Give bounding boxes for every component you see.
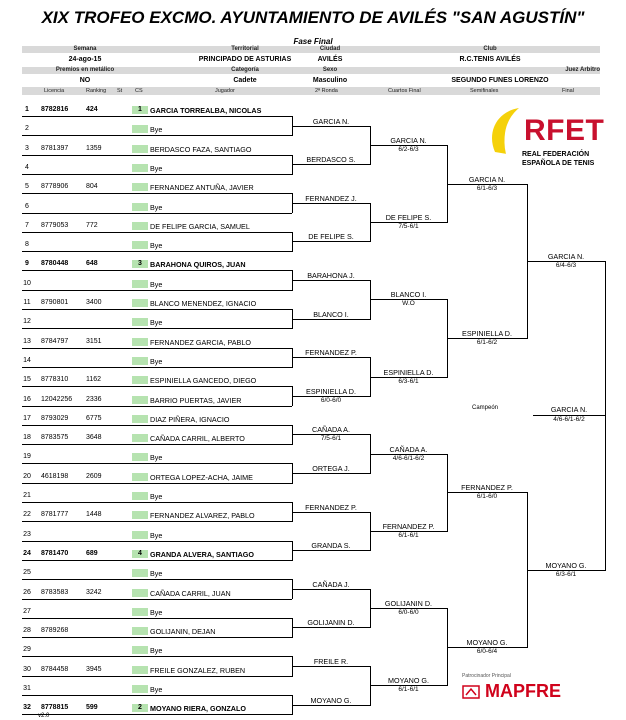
rfet-line1: REAL FEDERACIÓN: [522, 151, 590, 158]
license-number: 8783583: [41, 588, 69, 596]
column-header-bar: [22, 87, 600, 95]
cs-cell: [132, 685, 148, 693]
row-line: [22, 656, 292, 657]
cs-cell: [132, 241, 148, 249]
license-number: 8778906: [41, 183, 69, 191]
col-st: St: [117, 88, 123, 94]
winner-name: MOYANO G.: [545, 560, 587, 570]
ranking-value: 1162: [86, 376, 102, 384]
cs-cell: [132, 608, 148, 616]
row-line: [22, 560, 292, 561]
ranking-value: 3151: [86, 337, 102, 345]
row-number: 2: [25, 125, 29, 133]
row-line: [22, 270, 292, 271]
row-number: 26: [23, 588, 31, 596]
license-number: 8789268: [41, 627, 69, 635]
row-number: 21: [23, 492, 31, 499]
player-name: GRANDA ALVERA, SANTIAGO: [150, 549, 254, 559]
player-name: BARAHONA QUIROS, JUAN: [150, 260, 246, 270]
ranking-value: 6775: [86, 414, 102, 422]
match-score: 6/0-6/4: [476, 647, 498, 655]
row-number: 30: [23, 665, 31, 673]
license-number: 8784797: [41, 337, 69, 345]
row-line: [22, 174, 292, 175]
winner-name: FERNANDEZ P.: [305, 348, 357, 358]
cs-cell: [132, 453, 148, 461]
winner-name: CAÑADA A.: [312, 425, 350, 435]
winner-line: [292, 550, 370, 551]
winner-name: ESPINIELLA D.: [462, 328, 512, 338]
winner-name: FERNANDEZ P.: [461, 483, 513, 493]
winner-name: ESPINIELLA D.: [306, 386, 356, 396]
row-number: 8: [25, 241, 29, 249]
winner-name: DE FELIPE S.: [385, 213, 432, 223]
row-line: [22, 232, 292, 233]
cs-cell: [132, 164, 148, 172]
player-name: CAÑADA CARRIL, ALBERTO: [150, 434, 245, 444]
cs-cell: [132, 569, 148, 577]
row-line: [22, 425, 292, 426]
club-value: R.C.TENIS AVILÉS: [459, 56, 521, 63]
winner-line: [292, 512, 370, 513]
col-player: Jugador: [215, 88, 235, 94]
row-number: 1: [25, 106, 29, 113]
cs-cell: [132, 338, 148, 346]
license-number: 8781777: [41, 511, 69, 519]
ranking-value: 3945: [86, 665, 102, 673]
cs-cell: [132, 627, 148, 635]
winner-line: [292, 164, 370, 165]
row-line: [22, 483, 292, 484]
match-score: 6/1-6/1: [398, 531, 419, 539]
match-score: 6/3-6/1: [555, 570, 577, 578]
row-line: [22, 116, 292, 117]
match-score: 6/1-6/2: [476, 338, 498, 346]
ranking-value: 3648: [86, 434, 102, 442]
match-score: 4/6-6/1-6/2: [392, 454, 425, 462]
player-name: Bye: [150, 163, 163, 173]
winner-line: [292, 357, 370, 358]
ranking-value: 599: [86, 704, 98, 712]
winner-name: FERNANDEZ P.: [382, 521, 435, 531]
cs-cell: [132, 396, 148, 404]
champion-score: 4/6-6/1-6/2: [553, 416, 585, 423]
referee-value: SEGUNDO FUNES LORENZO: [451, 77, 549, 84]
player-name: Bye: [150, 318, 163, 328]
row-line: [22, 676, 292, 677]
winner-line: [292, 203, 370, 204]
row-line: [22, 637, 292, 638]
winner-name: ESPINIELLA D.: [383, 367, 434, 377]
player-name: DIAZ PIÑERA, IGNACIO: [150, 414, 230, 424]
row-line: [22, 463, 292, 464]
winner-line: [292, 126, 370, 127]
row-number: 27: [23, 607, 31, 615]
player-name: ORTEGA LOPEZ-ACHA, JAIME: [150, 472, 253, 482]
winner-name: BERDASCO S.: [306, 155, 356, 165]
cs-cell: [132, 299, 148, 307]
cs-cell: [132, 646, 148, 654]
seed-number: 1: [138, 106, 142, 113]
row-line: [22, 348, 292, 349]
winner-name: MOYANO G.: [388, 676, 429, 686]
sponsor-label: Patrocinador Principal: [462, 673, 511, 679]
winner-name: BLANCO I.: [390, 290, 427, 300]
winner-name: ORTEGA J.: [312, 464, 350, 474]
player-name: Bye: [150, 279, 163, 289]
player-name: Bye: [150, 356, 163, 366]
winner-name: GOLIJANIN D.: [307, 618, 355, 628]
col-cs: CS: [135, 88, 143, 94]
winner-line: [292, 241, 370, 242]
player-name: Bye: [150, 569, 163, 579]
col-semifinal: Semifinales: [470, 88, 499, 94]
club-label: Club: [483, 46, 497, 52]
player-name: Bye: [150, 125, 163, 135]
rfet-line2: ESPAÑOLA DE TENIS: [522, 160, 595, 167]
license-number: 8781470: [41, 549, 69, 557]
license-number: 8778815: [41, 704, 69, 712]
cs-cell: [132, 511, 148, 519]
license-number: 8780448: [41, 260, 69, 268]
prize-label: Premios en metálico: [55, 67, 115, 73]
row-number: 14: [23, 356, 31, 364]
row-number: 20: [23, 472, 31, 480]
player-name: Bye: [150, 492, 163, 501]
license-number: 8784458: [41, 665, 69, 673]
row-line: [22, 599, 292, 600]
row-number: 24: [23, 549, 31, 557]
license-number: 4618198: [41, 472, 69, 480]
row-number: 12: [23, 318, 31, 326]
winner-name: CAÑADA J.: [312, 579, 350, 589]
row-line: [22, 328, 292, 329]
ranking-value: 804: [86, 183, 98, 191]
cs-cell: [132, 589, 148, 597]
ranking-value: 3242: [86, 588, 102, 596]
player-name: Bye: [150, 646, 163, 656]
row-number: 5: [25, 183, 29, 191]
cs-cell: [132, 222, 148, 230]
player-name: CAÑADA CARRIL, JUAN: [150, 588, 231, 598]
player-name: MOYANO RIERA, GONZALO: [150, 704, 246, 714]
seed-number: 2: [138, 704, 142, 712]
cs-cell: [132, 183, 148, 191]
col-license: Licencia: [44, 88, 65, 94]
row-number: 10: [23, 279, 31, 287]
match-score: 6/4-6/3: [555, 261, 577, 269]
player-name: Bye: [150, 202, 163, 212]
ranking-value: 2336: [86, 395, 102, 403]
winner-line: [292, 627, 370, 628]
row-number: 32: [23, 704, 31, 712]
cs-cell: [132, 145, 148, 153]
match-score: 6/1-6/1: [398, 686, 419, 694]
license-number: 8782816: [41, 106, 69, 113]
player-name: Bye: [150, 453, 163, 463]
winner-name: MOYANO G.: [466, 637, 508, 647]
ranking-value: 648: [86, 260, 98, 268]
winner-name: GARCIA N.: [468, 174, 506, 184]
winner-name: GARCIA N.: [390, 135, 427, 145]
row-number: 13: [23, 337, 31, 345]
mapfre-logo: MAPFRE: [485, 681, 561, 701]
row-number: 25: [23, 569, 31, 577]
winner-name: GARCIA N.: [547, 251, 585, 261]
match-score: 6/3-6/1: [398, 377, 419, 385]
row-number: 23: [23, 530, 31, 538]
winner-line: [292, 666, 370, 667]
row-line: [22, 521, 292, 522]
winner-name: BARAHONA J.: [307, 271, 355, 281]
winner-line: [292, 705, 370, 706]
row-number: 3: [25, 144, 29, 152]
winner-name: GOLIJANIN D.: [384, 599, 433, 609]
match-score: 6/1-6/3: [476, 184, 498, 192]
row-line: [22, 695, 292, 696]
final-connector: [605, 261, 606, 571]
match-score: 6/0-6/0: [398, 609, 419, 617]
row-line: [22, 714, 292, 715]
cs-cell: [132, 492, 148, 500]
player-name: BARRIO PUERTAS, JAVIER: [150, 395, 242, 405]
winner-name: GRANDA S.: [311, 541, 351, 551]
license-number: 8793029: [41, 414, 69, 422]
winner-name: FREILE R.: [313, 657, 349, 667]
player-name: ESPINIELLA GANCEDO, DIEGO: [150, 376, 257, 386]
ranking-value: 772: [86, 221, 98, 229]
row-line: [22, 193, 292, 194]
license-number: 8779053: [41, 221, 69, 229]
cs-cell: [132, 125, 148, 133]
cs-cell: [132, 203, 148, 211]
row-number: 15: [23, 376, 31, 384]
row-number: 18: [23, 434, 31, 442]
winner-name: GARCIA N.: [312, 116, 350, 126]
row-line: [22, 135, 292, 136]
winner-line: [292, 319, 370, 320]
row-line: [22, 213, 292, 214]
player-name: BERDASCO FAZA, SANTIAGO: [150, 144, 252, 154]
prize-value: NO: [79, 77, 91, 84]
row-line: [22, 309, 292, 310]
row-number: 4: [25, 163, 29, 171]
category-label: Categoría: [231, 67, 259, 73]
match-score: 7/5-6/1: [320, 435, 342, 443]
player-name: FERNANDEZ GARCIA, PABLO: [150, 337, 251, 347]
ranking-value: 1448: [86, 511, 102, 519]
week-value: 24-ago-15: [68, 56, 102, 63]
cs-cell: [132, 318, 148, 326]
row-line: [22, 386, 292, 387]
row-number: 31: [23, 685, 31, 692]
player-name: FERNANDEZ ANTUÑA, JAVIER: [150, 183, 254, 193]
version-footer: v2.0: [38, 713, 50, 719]
referee-label: Juez Arbitro: [565, 67, 600, 73]
row-line: [22, 579, 292, 580]
seed-number: 3: [138, 260, 142, 268]
row-line: [22, 502, 292, 503]
license-number: 12042256: [41, 395, 73, 403]
cs-cell: [132, 666, 148, 674]
license-number: 8783575: [41, 434, 69, 442]
match-score: 6/0-6/0: [320, 396, 342, 404]
player-name: Bye: [150, 530, 163, 540]
ranking-value: 1359: [86, 144, 102, 152]
col-round2: 2ª Ronda: [315, 88, 338, 94]
row-line: [22, 251, 292, 252]
row-line: [22, 290, 292, 291]
ranking-value: 424: [86, 106, 98, 113]
winner-name: FERNANDEZ P.: [305, 502, 357, 512]
player-name: DE FELIPE GARCIA, SAMUEL: [150, 221, 250, 231]
row-line: [22, 541, 292, 542]
winner-line: [292, 473, 370, 474]
winner-name: MOYANO G.: [310, 695, 352, 705]
rfet-logo: RFET: [524, 114, 605, 147]
phase-subtitle: Fase Final: [293, 37, 333, 46]
cs-cell: [132, 473, 148, 481]
territorial-label: Territorial: [231, 46, 259, 52]
match-score: 6/1-6/0: [476, 493, 498, 501]
cs-cell: [132, 280, 148, 288]
row-number: 19: [23, 453, 31, 461]
cs-cell: [132, 376, 148, 384]
player-name: GARCIA TORREALBA, NICOLAS: [150, 106, 262, 115]
col-ranking: Ranking: [86, 88, 107, 94]
winner-name: CAÑADA A.: [389, 444, 428, 454]
player-name: GOLIJANIN, DEJAN: [150, 627, 216, 637]
sex-label: Sexo: [322, 67, 338, 73]
row-number: 11: [23, 299, 31, 306]
row-line: [22, 406, 292, 407]
mapfre-mark-icon: [462, 684, 480, 700]
category-value: Cadete: [233, 77, 257, 84]
license-number: 8781397: [41, 144, 69, 152]
winner-name: DE FELIPE S.: [308, 232, 354, 242]
license-number: 8778310: [41, 376, 69, 384]
sex-value: Masculino: [312, 77, 348, 84]
col-final: Final: [562, 88, 574, 94]
cs-cell: [132, 357, 148, 365]
row-number: 28: [23, 627, 31, 635]
seed-number: 4: [138, 549, 142, 557]
territorial-value: PRINCIPADO DE ASTURIAS: [198, 56, 292, 63]
row-line: [22, 618, 292, 619]
player-name: FERNANDEZ ALVAREZ, PABLO: [150, 511, 255, 521]
row-number: 22: [23, 511, 31, 519]
player-name: BLANCO MENENDEZ, IGNACIO: [150, 299, 257, 308]
match-score: 7/5-6/1: [398, 223, 419, 231]
week-label: Semana: [73, 46, 97, 52]
winner-line: [292, 280, 370, 281]
col-quarterfinal: Cuartos Final: [388, 88, 421, 94]
ranking-value: 689: [86, 549, 98, 557]
row-number: 9: [25, 260, 29, 268]
row-line: [22, 444, 292, 445]
row-line: [22, 367, 292, 368]
ranking-value: 3400: [86, 299, 102, 306]
row-number: 16: [23, 395, 31, 403]
city-value: AVILÉS: [317, 56, 343, 63]
player-name: Bye: [150, 241, 163, 251]
match-score: 6/2-6/3: [398, 145, 419, 153]
ranking-value: 2609: [86, 472, 102, 480]
cs-cell: [132, 434, 148, 442]
row-number: 6: [25, 202, 29, 210]
row-number: 29: [23, 646, 31, 654]
winner-name: FERNANDEZ J.: [305, 193, 357, 203]
city-label: Ciudad: [319, 46, 341, 52]
match-score: W.O: [402, 300, 415, 308]
player-name: Bye: [150, 607, 163, 617]
winner-line: [292, 589, 370, 590]
cs-cell: [132, 415, 148, 423]
champion-name: GARCIA N.: [550, 405, 588, 414]
champion-label: Campeón: [472, 405, 499, 411]
winner-name: BLANCO I.: [313, 309, 349, 319]
player-name: Bye: [150, 685, 163, 694]
license-number: 8790801: [41, 299, 69, 306]
row-number: 17: [23, 414, 31, 422]
tournament-title: XIX TROFEO EXCMO. AYUNTAMIENTO DE AVILÉS "SAN AGUSTÍN": [41, 8, 585, 27]
row-line: [22, 155, 292, 156]
cs-cell: [132, 531, 148, 539]
row-number: 7: [25, 221, 29, 229]
player-name: FREILE GONZALEZ, RUBEN: [150, 665, 246, 675]
